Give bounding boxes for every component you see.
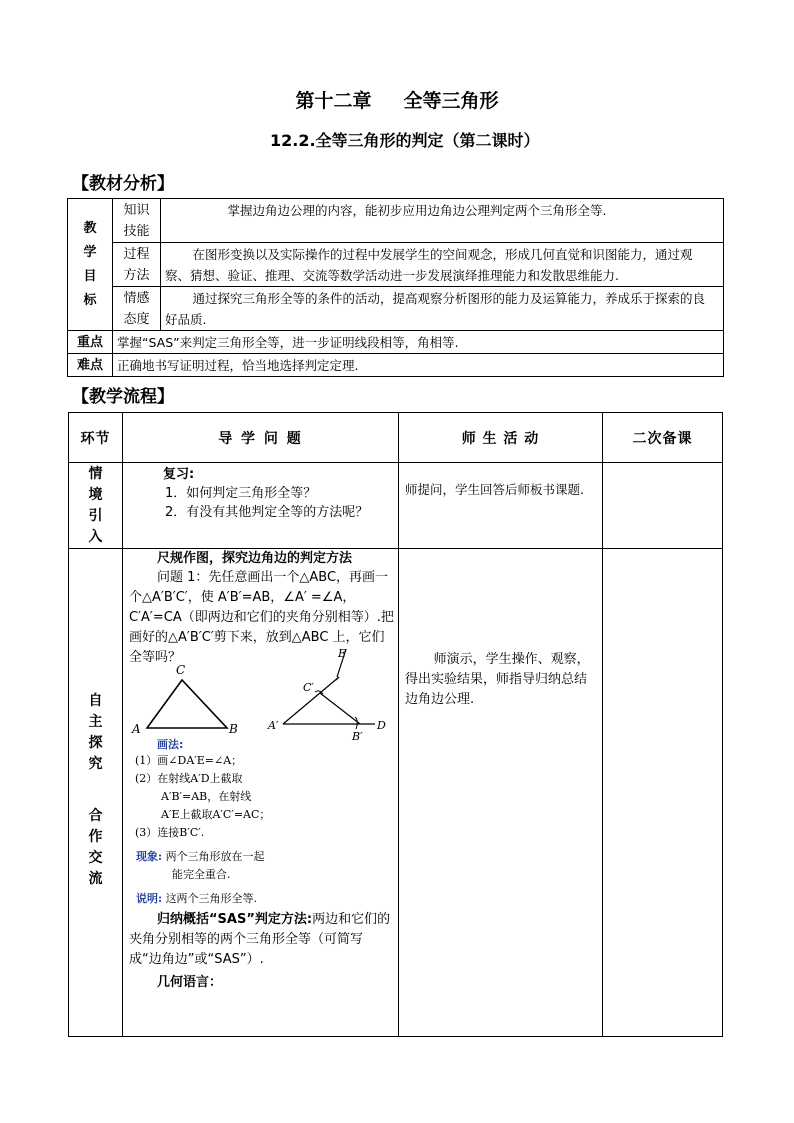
stage-intro-char: 情 xyxy=(88,466,103,482)
label-c: C xyxy=(176,663,186,677)
phenomenon-text-1: 两个三角形放在一起 xyxy=(165,850,265,863)
label-e: E xyxy=(338,649,347,660)
explain-label: 说明: xyxy=(136,892,163,905)
label-c-prime: C′ xyxy=(303,681,314,694)
geometry-language-label: 几何语言： xyxy=(157,975,223,990)
explain-text: 这两个三角形全等. xyxy=(165,892,258,905)
chapter-name: 全等三角形 xyxy=(403,90,499,112)
difficulty-label: 难点 xyxy=(68,354,113,377)
review-label: 复习: xyxy=(163,467,195,482)
goal-row-text-body: 通过探究三角形全等的条件的活动，提高观察分析图形的能力及运算能力，养成乐于探索的良好品质. xyxy=(165,291,706,327)
label-a: A xyxy=(132,722,141,736)
goal-row-label-line2: 方法 xyxy=(123,268,150,283)
goal-row-label xyxy=(113,243,161,287)
difficulty-text: 正确地书写证明过程，恰当地选择判定定理. xyxy=(113,354,724,377)
method-step: (3）连接B′C′. xyxy=(135,826,205,839)
goal-row-label xyxy=(113,199,161,243)
goal-row-text-body: 掌握边角边公理的内容，能初步应用边角边公理判定两个三角形全等. xyxy=(227,203,607,218)
key-point-label: 重点 xyxy=(68,331,113,354)
arc-b xyxy=(355,717,357,729)
goal-label-cell xyxy=(68,199,113,331)
stage-intro-char: 引 xyxy=(88,508,103,524)
explore-activity-cell xyxy=(399,549,603,1037)
explore-guide-cell xyxy=(123,549,399,1037)
triangle-abc xyxy=(131,663,238,736)
stage-explore-char: 究 xyxy=(88,756,103,772)
summary-text: 两边和它们的夹角分别相等的两个三角形全等（可简写成“边角边”或“SAS”）. xyxy=(129,912,391,967)
header-activity: 师 生 活 动 xyxy=(399,413,603,463)
label-b: B xyxy=(229,722,238,736)
stage-explore-char: 探 xyxy=(88,735,103,751)
page-subtitle: 12.2.全等三角形的判定（第二课时） xyxy=(270,131,540,150)
method-step: A′E上截取A′C′=AC； xyxy=(161,808,271,821)
method-label: 画法: xyxy=(157,738,184,751)
header-stage: 环节 xyxy=(69,413,123,463)
analysis-table xyxy=(67,198,724,377)
method-step: A′B′=AB，在射线 xyxy=(161,790,252,803)
goal-row-text xyxy=(161,243,724,287)
goal-label: 教学目标 xyxy=(83,220,97,308)
key-point-text: 掌握“SAS”来判定三角形全等，进一步证明线段相等，角相等. xyxy=(113,331,724,354)
header-second: 二次备课 xyxy=(603,413,723,463)
explore-second-cell xyxy=(603,549,723,1037)
stage-explore-char: 流 xyxy=(88,871,103,887)
goal-row-label xyxy=(113,287,161,331)
review-question-1: 1．如何判定三角形全等？ xyxy=(165,486,317,501)
goal-row-label-line2: 技能 xyxy=(123,224,150,239)
stage-explore-char: 自 xyxy=(88,693,103,709)
explore-heading: 尺规作图，探究边角边的判定方法 xyxy=(157,551,353,566)
triangle-abc-shape xyxy=(147,680,227,728)
method-step: (2）在射线A′D上截取 xyxy=(135,772,243,785)
chapter-number: 第十二章 xyxy=(295,90,372,112)
triangle-figures xyxy=(123,649,399,749)
summary-heading: 归纳概括“SAS”判定方法: xyxy=(157,912,313,927)
goal-row-text-body: 在图形变换以及实际操作的过程中发展学生的空间观念，形成几何直觉和识图能力，通过观察、猜想、验证、推理、交流等数学活动进一步发展演绎推理能力和发散思维能力. xyxy=(165,247,693,283)
goal-row-text xyxy=(161,199,724,243)
section-heading-flow: 【教学流程】 xyxy=(72,387,174,407)
phenomenon-label: 现象: xyxy=(136,850,163,863)
goal-row-label-line1: 情感 xyxy=(123,291,150,306)
label-b-prime: B′ xyxy=(352,730,363,743)
flow-table xyxy=(68,412,723,1037)
stage-intro xyxy=(69,463,123,549)
review-question-2: 2．有没有其他判定全等的方法呢？ xyxy=(165,505,369,520)
segment-bc xyxy=(320,693,360,724)
goal-row-label-line1: 过程 xyxy=(123,247,150,262)
method-step: (1）画∠DA′E=∠A； xyxy=(135,754,243,767)
goal-row-label-line2: 态度 xyxy=(123,312,150,327)
section-heading-analysis: 【教材分析】 xyxy=(72,174,174,194)
phenomenon-block xyxy=(136,848,265,884)
stage-explore-char: 合 xyxy=(88,808,103,824)
label-d: D xyxy=(377,719,386,732)
stage-intro-char: 境 xyxy=(88,487,103,503)
explain-block xyxy=(136,890,257,908)
stage-explore-char: 主 xyxy=(88,714,103,730)
page-title xyxy=(0,86,794,113)
stage-explore-char: 交 xyxy=(88,850,103,866)
explore-activity-text: 师演示，学生操作、观察，得出实验结果，师指导归纳总结边角边公理. xyxy=(405,652,590,707)
problem-text: 问题 1：先任意画出一个△ABC，再画一个△A′B′C′，使 A′B′=AB，∠A′ =∠A，C′A′=CA（即两边和它们的夹角分别相等）.把画好的△A′B′C′剪下来，放到△ABC 上，它们全等吗？ xyxy=(129,570,394,665)
intro-second-cell xyxy=(603,463,723,549)
stage-explore xyxy=(69,549,123,1037)
header-guide: 导 学 问 题 xyxy=(123,413,399,463)
label-a-prime: A′ xyxy=(268,719,279,732)
goal-row-text xyxy=(161,287,724,331)
summary-block xyxy=(129,910,395,970)
intro-activity-text: 师提问，学生回答后师板书课题. xyxy=(405,482,584,497)
stage-intro-char: 入 xyxy=(88,529,103,545)
intro-activity-cell xyxy=(399,463,603,549)
triangle-abc-prime xyxy=(267,649,386,743)
stage-explore-char: 作 xyxy=(88,829,103,845)
phenomenon-text-2: 能完全重合. xyxy=(172,868,231,881)
method-steps xyxy=(135,752,270,842)
intro-guide-cell xyxy=(123,463,399,549)
goal-row-label-line1: 知识 xyxy=(123,203,150,218)
